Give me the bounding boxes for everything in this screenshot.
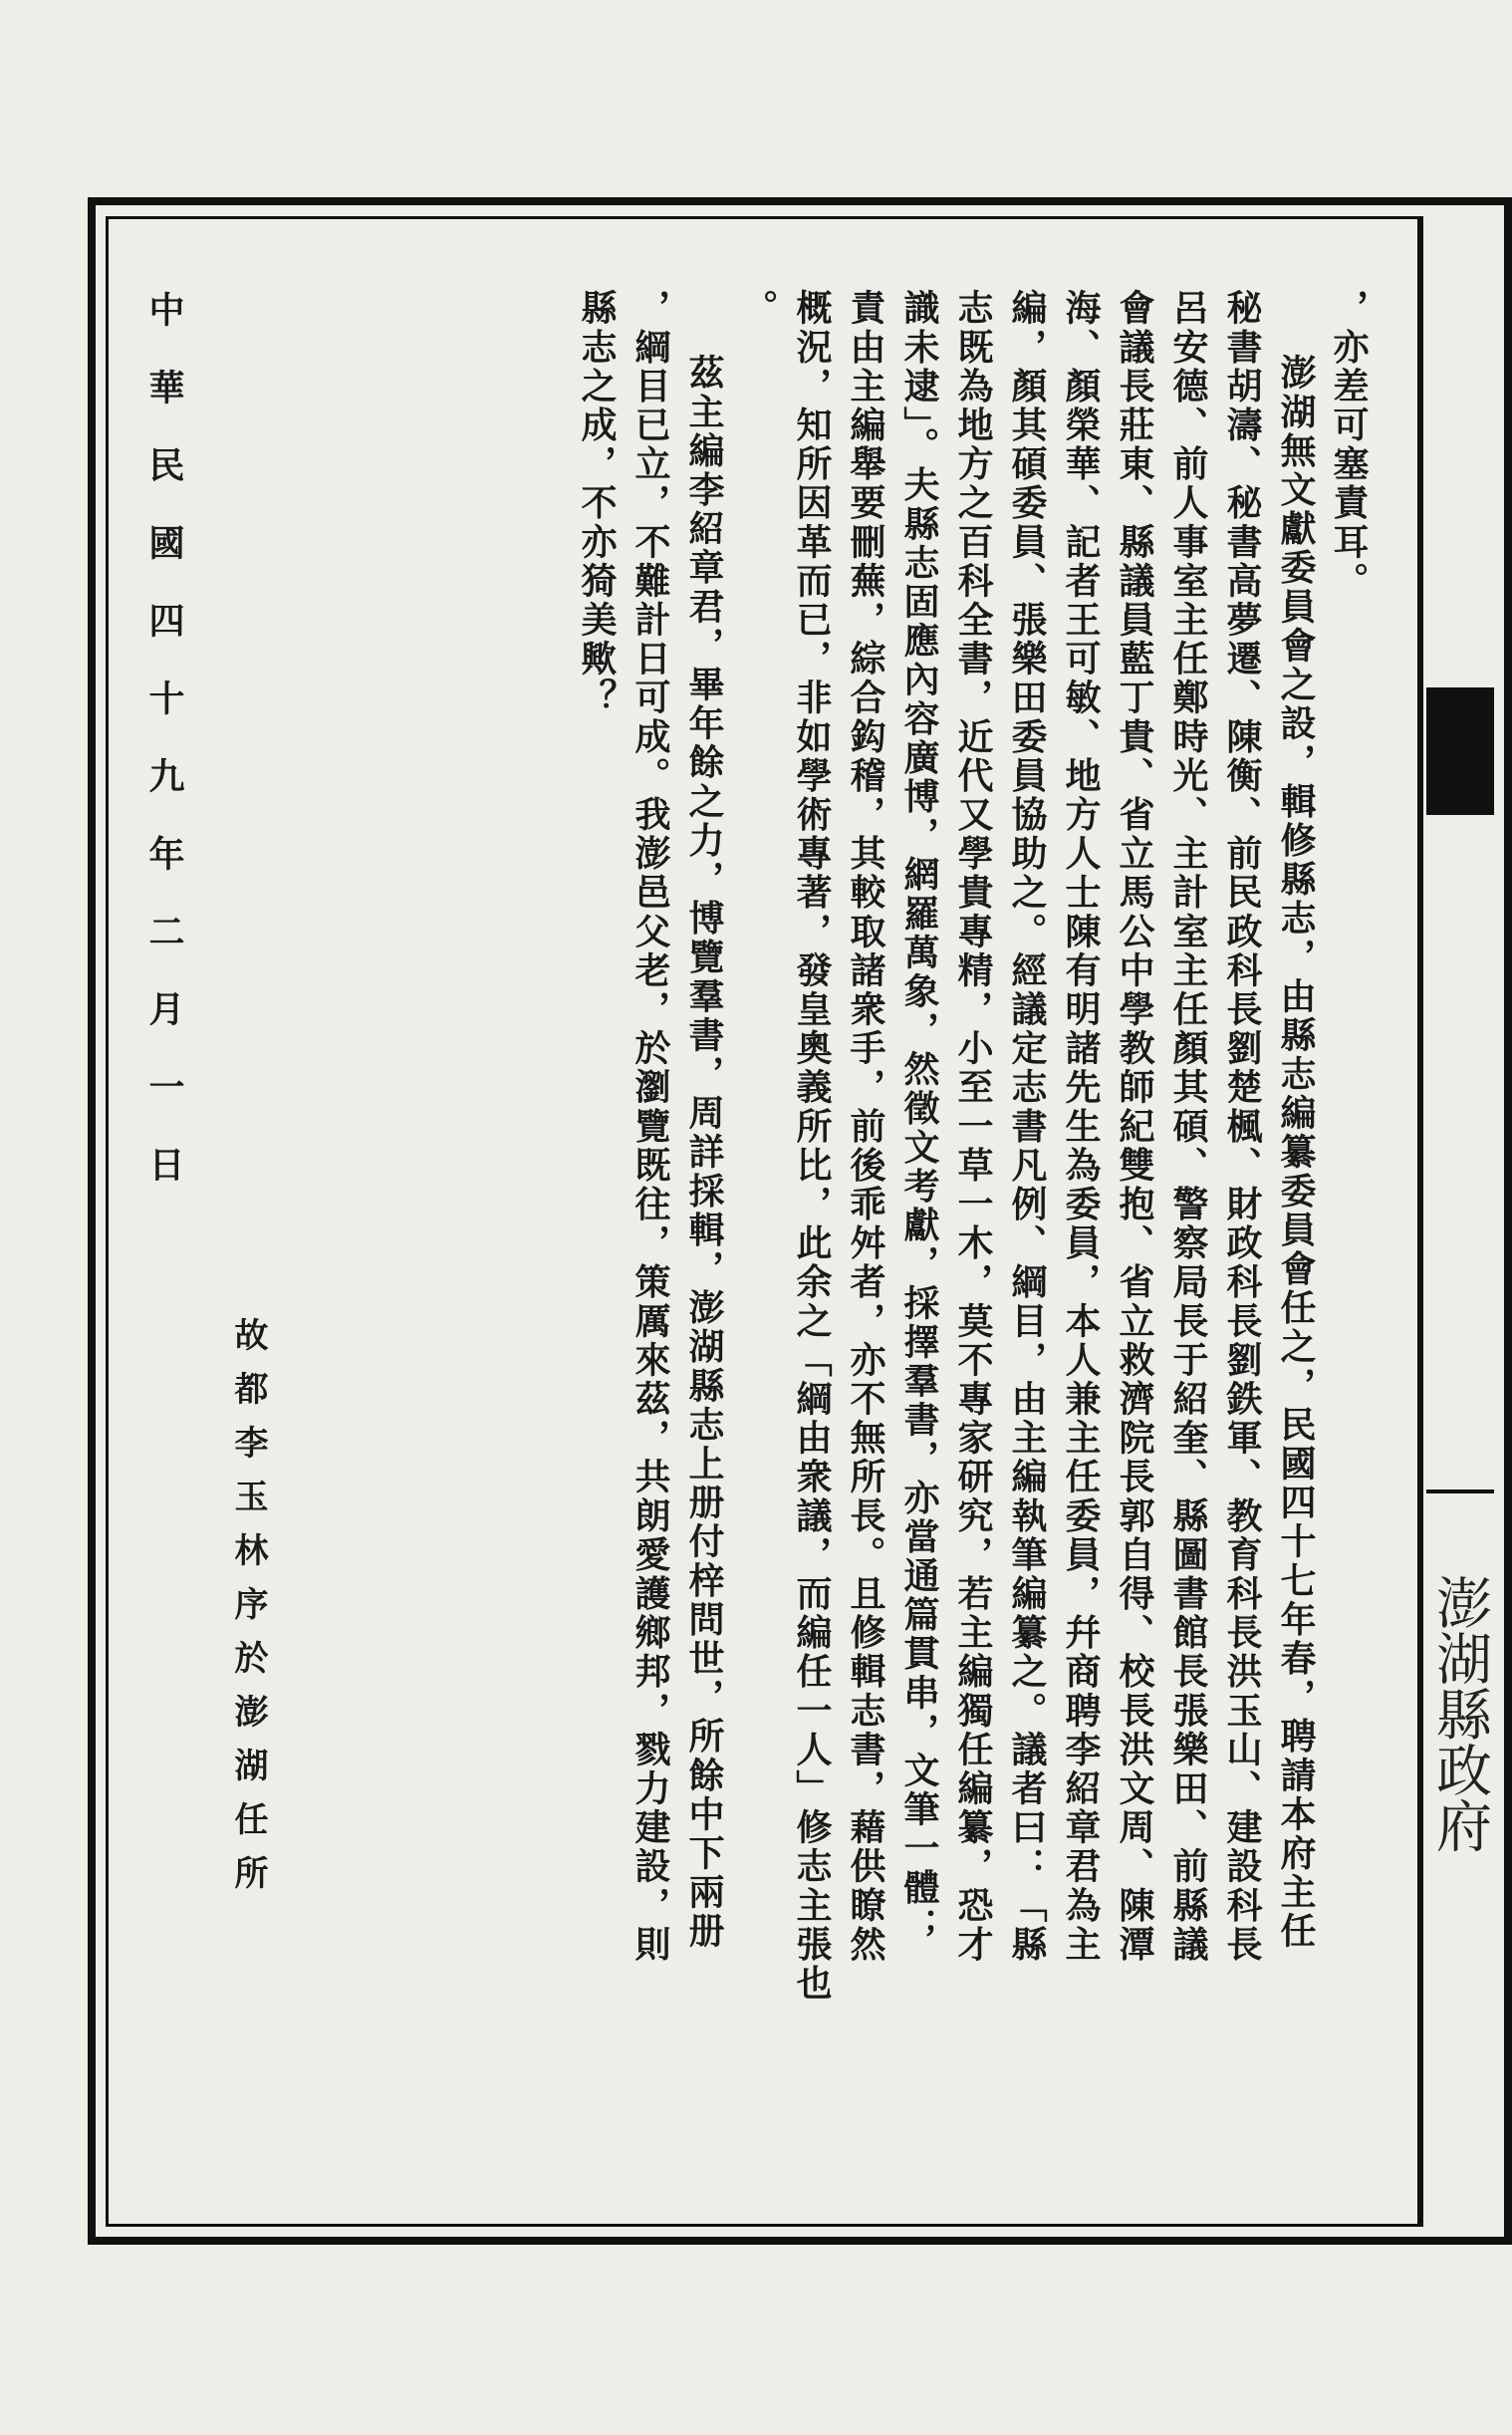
text-column-2: 澎湖無文獻委員會之設，輯修縣志，由縣志編纂委員會任之，民國四十七年春，聘請本府主任 <box>1275 354 1317 1952</box>
text-column-3: 秘書胡濤、秘書高夢遷、陳衡、前民政科長劉楚楓、財政科長劉鉄軍、教育科長洪玉山、建設科長 <box>1221 289 1263 1965</box>
side-rule <box>1426 1489 1494 1493</box>
adjacent-page-band <box>1420 216 1494 2227</box>
text-column-13: 茲主編李紹章君，畢年餘之力，博覽羣書，周詳採輯，澎湖縣志上册付梓問世，所餘中下兩册 <box>683 354 725 1952</box>
text-column-6: 海、顏榮華、記者王可敏、地方人士陳有明諸先生為委員，本人兼主任委員，幷商聘李紹章君為主 <box>1060 289 1102 1965</box>
text-column-7: 編，顏其碩委員、張樂田委員協助之。經議定志書凡例、綱目，由主編執筆編纂之。議者曰：「縣 <box>1006 289 1048 1965</box>
text-column-9: 識未逮」。夫縣志固應內容廣博，網羅萬象，然徵文考獻，採擇羣書，亦當通篇貫串，文筆一體； <box>898 289 940 1947</box>
text-column-8: 志既為地方之百科全書，近代又學貴專精，小至一草一木，莫不專家研究，若主編獨任編纂，恐才 <box>952 289 994 1965</box>
text-column-4: 呂安德、前人事室主任鄭時光、主計室主任顏其碩、警察局長于紹奎、縣圖書館長張樂田、前縣議 <box>1167 289 1209 1965</box>
text-column-10: 責由主編舉要刪蕪，綜合鈎稽，其較取諸衆手，前後乖舛者，亦不無所長。且修輯志書，藉供瞭然 <box>845 289 886 1965</box>
side-title: 澎湖縣政府 <box>1427 1574 1492 1853</box>
text-column-11: 概況，知所因革而已，非如學術專著，發皇奧義所比，此余之「綱由衆議，而編任一人」修志主張也 <box>791 289 833 2004</box>
text-column-12: 。 <box>737 289 779 329</box>
date-line: 中華民國四十九年二月一日 <box>143 291 185 1223</box>
signature: 故都李玉林序於澎湖任所 <box>228 1317 268 1909</box>
text-column-5: 會議長莊東、縣議員藍丁貴、省立馬公中學教師紀雙抱、省立救濟院長郭自得、校長洪文周、陳潭 <box>1114 289 1155 1965</box>
text-column-14: ，綱目已立，不難計日可成。我澎邑父老，於瀏覽既往，策厲來茲，共朗愛護鄉邦，戮力建設，則 <box>630 289 671 1965</box>
side-black-block <box>1426 687 1494 815</box>
text-column-1: ，亦差可塞責耳。 <box>1328 289 1370 601</box>
text-column-15: 縣志之成，不亦猗美歟？ <box>576 289 618 718</box>
